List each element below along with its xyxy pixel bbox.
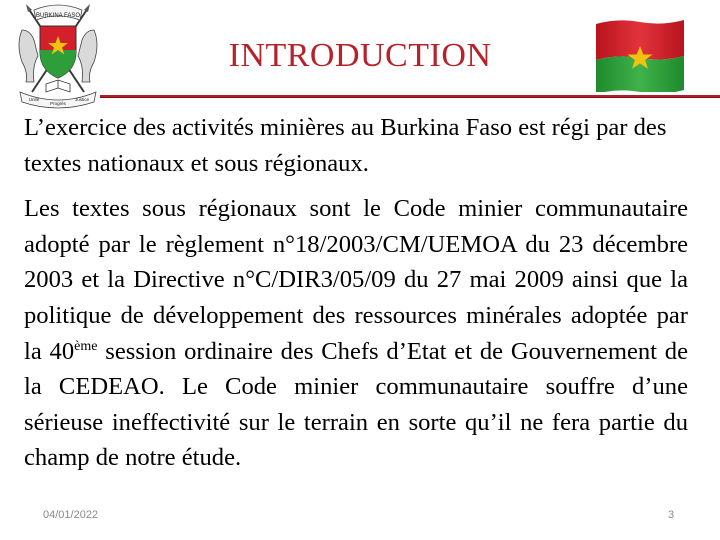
paragraph-1: L’exercice des activités minières au Burkina Faso est régi par des textes nationaux et sous régionaux. [24,114,667,177]
burkina-faso-flag-icon [596,18,684,92]
slide-title: INTRODUCTION [228,37,492,74]
emblem-banner-text: BURKINA FASO [35,13,81,19]
ordinal-superscript: ème [74,338,98,354]
emblem-motto-center: Progrès [50,101,66,106]
slide-body [24,110,688,476]
emblem-motto-left: Unité [28,97,40,102]
flag [596,18,684,92]
paragraph-2-text-a: Les textes sous régionaux sont le Code minier communautaire adopté par le règlement n°18/2003/CM/UEMOA du 23 décembre 2003 et la Directive n°C/DIR3/05/09 du 27 mai 2009 ainsi que la politique de développement des ressources minérales adoptée par la 40 [24,195,688,365]
paragraph-2-text-b: session ordinaire des Chefs d’Etat et de Gouvernement de la CEDEAO. Le Code minier communautaire souffre d’une sérieuse ineffectivité sur le terrain en sorte qu’il ne fera partie du champ de notre étude. [24,337,688,472]
footer-date: 04/01/2022 [43,509,99,521]
emblem-motto-right: Justice [74,97,90,102]
title-rule [100,95,720,98]
paragraph-2 [24,191,688,476]
footer-page-number: 3 [668,509,675,521]
